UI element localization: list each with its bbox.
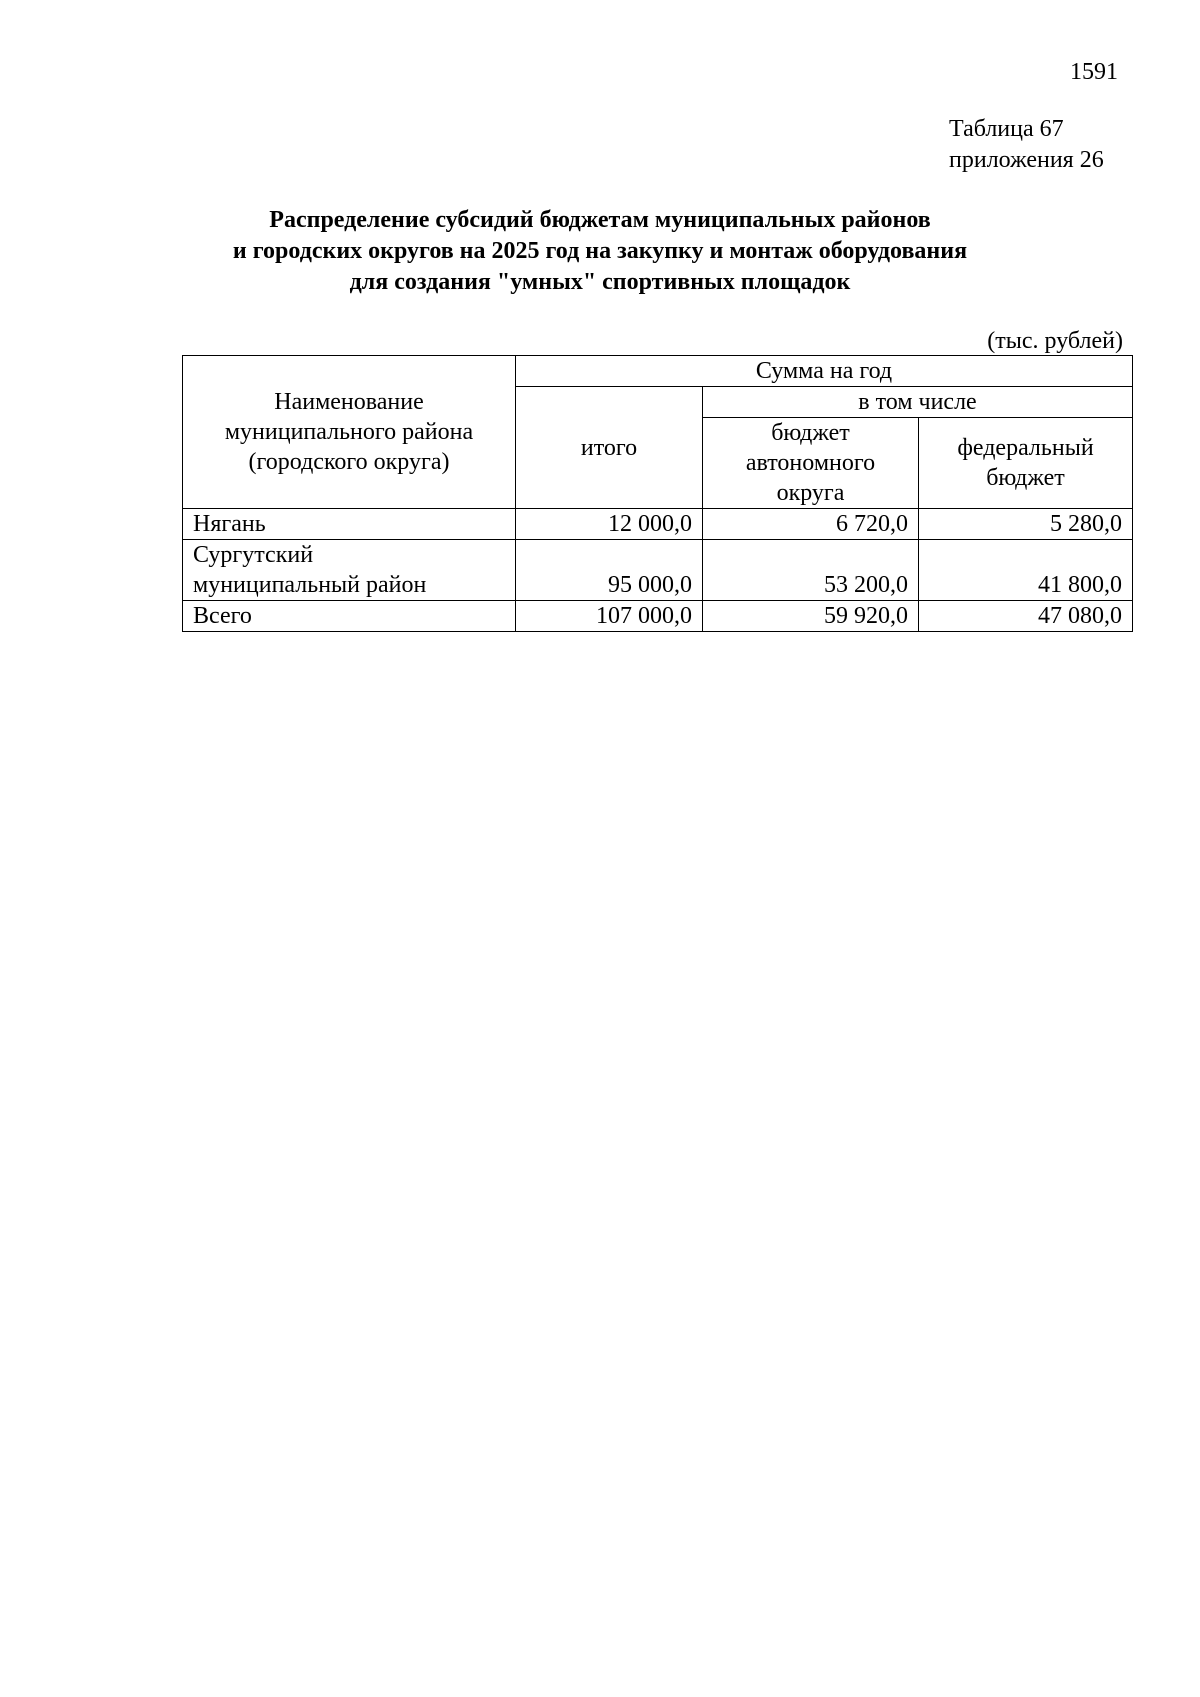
total-federal: 47 080,0 [919, 601, 1133, 632]
subsidy-table [182, 355, 1133, 632]
header-federal-budget [919, 418, 1133, 509]
header-name-line: (городского округа) [248, 449, 450, 475]
table-row [183, 509, 1133, 540]
header-row [183, 356, 1133, 387]
title-line: Распределение субсидий бюджетам муниципальных районов [269, 207, 931, 233]
row-name [183, 540, 516, 601]
header-federal-line: федеральный [957, 435, 1094, 461]
header-okrug-line: бюджет [771, 420, 850, 446]
document-title [150, 205, 1050, 298]
table-row [183, 540, 1133, 601]
row-total: 12 000,0 [516, 509, 703, 540]
header-okrug-line: округа [776, 480, 845, 506]
header-name [183, 356, 516, 509]
table-ref-line: Таблица 67 [949, 116, 1064, 142]
header-okrug-budget [703, 418, 919, 509]
row-name-line: Сургутский [193, 542, 314, 568]
total-okrug: 59 920,0 [703, 601, 919, 632]
header-okrug-line: автономного [745, 450, 876, 476]
total-row [183, 601, 1133, 632]
row-federal: 5 280,0 [919, 509, 1133, 540]
title-line: для создания "умных" спортивных площадок [349, 269, 851, 295]
total-label: Всего [183, 601, 516, 632]
row-federal: 41 800,0 [919, 540, 1133, 601]
header-including: в том числе [703, 387, 1133, 418]
header-sum-for-year: Сумма на год [516, 356, 1133, 387]
units-label: (тыс. рублей) [987, 328, 1123, 354]
header-federal-line: бюджет [986, 465, 1065, 491]
row-okrug: 53 200,0 [703, 540, 919, 601]
row-okrug: 6 720,0 [703, 509, 919, 540]
row-name: Нягань [183, 509, 516, 540]
header-name-line: Наименование [274, 389, 424, 415]
row-name-line: муниципальный район [193, 572, 427, 598]
table-reference [949, 114, 1104, 176]
page-number: 1591 [1070, 59, 1118, 85]
header-total: итого [516, 387, 703, 509]
title-line: и городских округов на 2025 год на закупку и монтаж оборудования [232, 238, 968, 264]
table-ref-line: приложения 26 [949, 147, 1104, 173]
row-total: 95 000,0 [516, 540, 703, 601]
total-sum: 107 000,0 [516, 601, 703, 632]
header-name-line: муниципального района [224, 419, 474, 445]
